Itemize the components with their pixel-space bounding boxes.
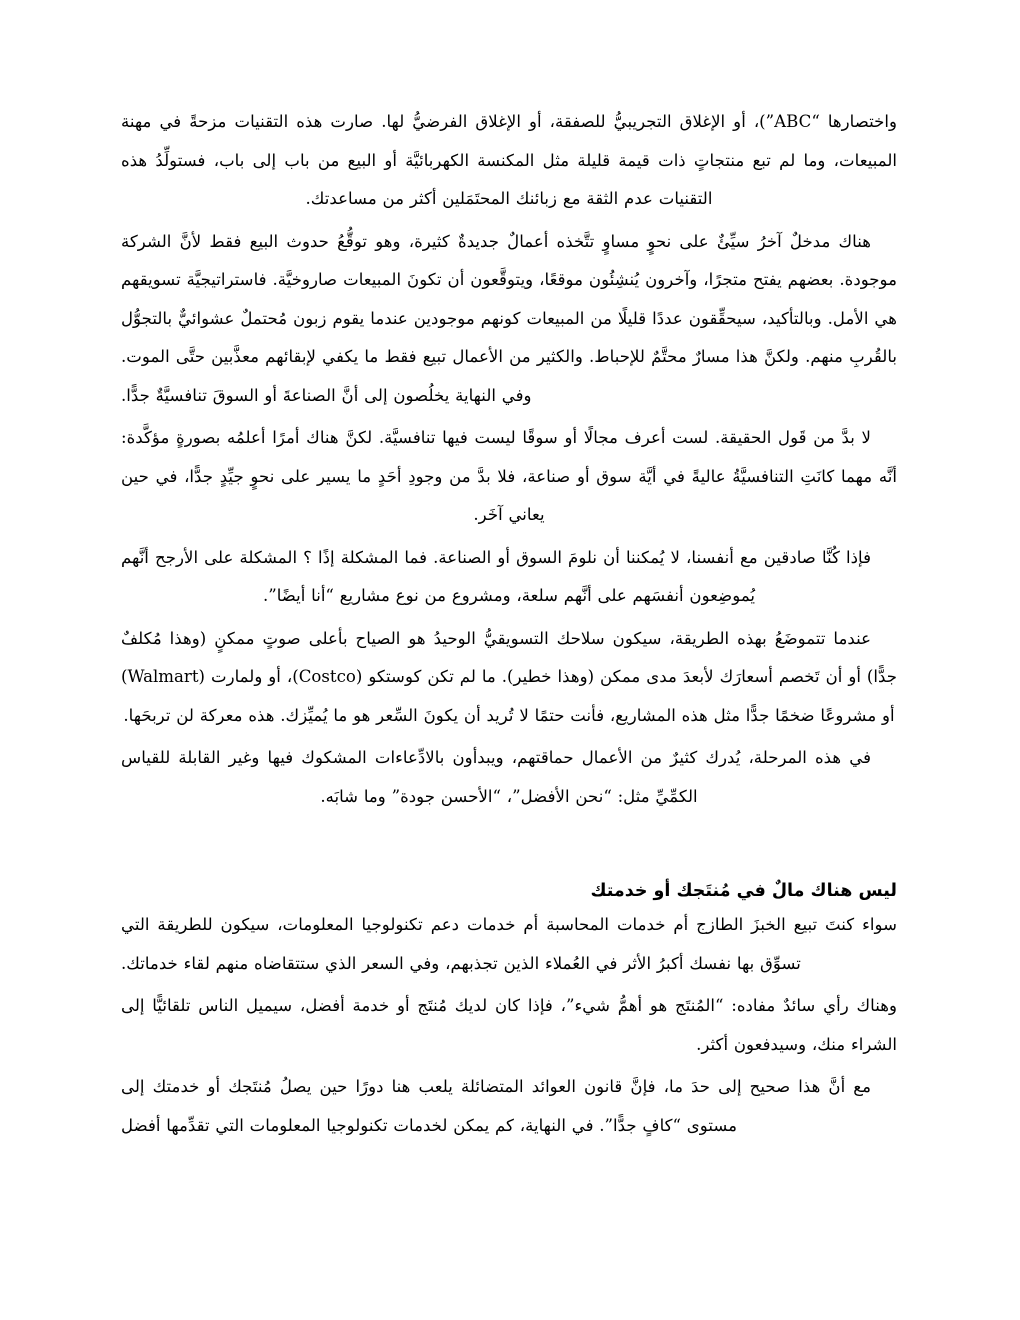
paragraph-second-bad-entry: هناك مدخلٌ آخرُ سيِّئٌ على نحوٍ مساوٍ تتَّخذه أعمالٌ جديدةٌ كثيرة، وهو توقُّعُ حدوث البيع فقط لأنَّ الشركة موجودة. بعضهم يفتح متجرًا، وآخرون يُنشِئُون موقعًا، ويتوقَّعون أن تكونَ المبيعات صاروخيَّة. فاستراتيجيَّة تسويقهم هي الأمل. وبالتأكيد، سيحقِّقون عددًا قليلًا من المبيعات كونهم موجودين عندما يقوم زبون مُحتملٌ عشوائيٌّ بالتجوُّل بالقُربِ منهم. ولكنَّ هذا مسارٌ محتَّمٌ للإحباط. والكثير من الأعمال تبيع فقط ما يكفي لإبقائهم معذَّبين حتَّى الموت. وفي النهاية يخلُصون إلى أنَّ الصناعةَ أو السوقَ تنافسيَّةٌ جدًّا. — [121, 231, 897, 405]
paragraph-commodity-positioning: عندما تتموضَعُ بهذه الطريقة، سيكون سلاحك التسويقيُّ الوحيدُ هو الصياح بأعلى صوتٍ ممكنٍ (وهذا مُكلفٌ جدًّا) أو أن تَخصم أسعارَك لأبعدَ مدى ممكن (وهذا خطير). ما لم تكن كوستكو (Costco)، أو ولمارت (Walmart) أو مشروعًا ضخمًا جدًّا مثل هذه المشاريع، فأنت حتمًا لا تُريد أن يكونَ السِّعر هو ما يُميِّزك. هذه معركة لن تربحَها. — [121, 628, 897, 725]
paragraph-honest-with-ourselves: فإذا كُنَّا صادقين مع أنفسنا، لا يُمكننا أن نلومَ السوق أو الصناعة. فما المشكلة إذًا ؟ المشكلة على الأرجح أنَّهم يُموضِعون أنفسَهم على أنَّهم سلعة، ومشروع من نوع مشاريع “أنا أيضًا”. — [121, 547, 871, 605]
document-body — [121, 103, 897, 1145]
paragraph-diminishing-returns: مع أنَّ هذا صحيح إلى حدَ ما، فإنَّ قانون العوائد المتضائلة يلعب هنا دورًا حين يصلُ مُنتَجك أو خدمتك إلى مستوى “كافٍ جدًّا”. في النهاية، كم يمكن لخدمات تكنولوجيا المعلومات التي تقدِّمها أفضل — [121, 1077, 871, 1135]
paragraph-bread-or-it-services: سواء كنتَ تبيع الخبزَ الطازج أم خدمات المحاسبة أم خدمات دعم تكنولوجيا المعلومات، سيكون للطريقة التي تسوِّق بها نفسك أكبرُ الأثر في العُملاء الذين تجذبهم، وفي السعر الذي ستتقاضاه منهم لقاء خدماتك. — [121, 915, 897, 973]
section-heading-no-money-in-product: ليس هناك مالٌ في مُنتَجك أو خدمتك — [590, 881, 897, 901]
paragraph-prevailing-opinion: وهناك رأي سائدٌ مفاده: “المُنتَج هو أهمُّ شيء”، فإذا كان لديك مُنتَج أو خدمة أفضل، سيميل الناس تلقائيًّا إلى الشراء منك، وسيدفعون أكثر. — [121, 996, 897, 1054]
paragraph-dubious-claims: في هذه المرحلة، يُدرك كثيرٌ من الأعمال حماقتهم، ويبدأون بالادِّعاءات المشكوك فيها وغير القابلة للقياس الكمِّيِّ مثل: “نحن الأفضل”، “الأحسن جودة” وما شابَه. — [121, 748, 871, 806]
paragraph-truth-telling: لا بدَّ من قَول الحقيقة. لست أعرف مجالًا أو سوقًا ليست فيها تنافسيَّة. لكنَّ هناك أمرًا أعلمُه بصورةٍ مؤكَّدة: أنَّه مهما كانَتِ التنافسيَّةُ عاليةً في أيَّة سوق أو صناعة، فلا بدَّ من وجودِ أحَدٍ ما يسير على نحوٍ جيِّدٍ جدًّا، في حين يعاني آخَر. — [121, 428, 897, 524]
heading-spacer — [121, 820, 897, 876]
paragraph-continuation: واختصارها “ABC”)، أو الإغلاق التجريبيُّ للصفقة، أو الإغلاق الفرضيُّ لها. صارت هذه التقنيات مزحةً في مهنة المبيعات، وما لم تبع منتجاتٍ ذات قيمة قليلة مثل المكنسة الكهربائيَّة أو البيع من باب إلى باب، فستولِّدُ هذه التقنيات عدم الثقة مع زبائنك المحتَمَلين أكثر من مساعدتك. — [121, 112, 897, 208]
